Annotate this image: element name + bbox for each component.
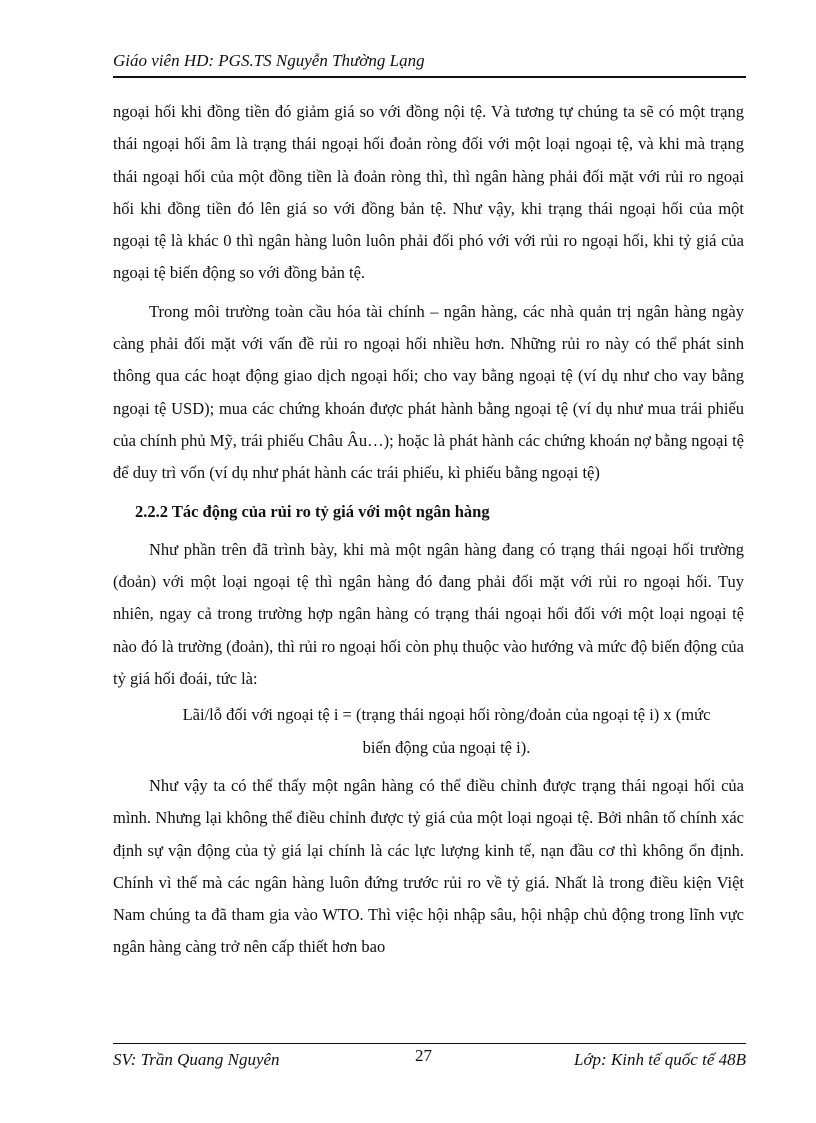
paragraph-3: Như phần trên đã trình bày, khi mà một ngân hàng đang có trạng thái ngoại hối trường (đoản) với một loại ngoại tệ thì ngân hàng đó đang phải đối mặt với rủi ro ngoại hối. Tuy nhiên, ngay cả trong trường hợp ngân hàng có trạng thái ngoại hối đối với một loại ngoại tệ nào đó là trường (đoản), thì rủi ro ngoại hối còn phụ thuộc vào hướng và mức độ biến động của tỷ giá hối đoái, tức là: (113, 539, 744, 689)
formula-line-2: biến động của ngoại tệ i). (362, 737, 531, 757)
header-advisor-text: Giáo viên HD: PGS.TS Nguyễn Thường Lạng (113, 51, 425, 70)
paragraph-4: Như vậy ta có thể thấy một ngân hàng có thể điều chỉnh được trạng thái ngoại hối của mình. Nhưng lại không thể điều chỉnh được tỷ giá của một loại ngoại tệ. Bởi nhân tố chính xác định sự vận động của tỷ giá lại chính là các lực lượng kinh tế, nạn đầu cơ thì không ổn định. Chính vì thế mà các ngân hàng luôn đứng trước rủi ro về tỷ giá. Nhất là trong điều kiện Việt Nam chúng ta đã tham gia vào WTO. Thì việc hội nhập sâu, hội nhập chủ động trong lĩnh vực ngân hàng càng trở nên cấp thiết hơn bao (113, 775, 744, 957)
page-header (113, 50, 746, 78)
paragraph-2: Trong môi trường toàn cầu hóa tài chính – ngân hàng, các nhà quản trị ngân hàng ngày càng phải đối mặt với vấn đề rủi ro ngoại hối nhiều hơn. Những rủi ro này có thể phát sinh thông qua các hoạt động giao dịch ngoại hối; cho vay bằng ngoại tệ (ví dụ như cho vay bằng ngoại tệ USD); mua các chứng khoán được phát hành bằng ngoại tệ (ví dụ như mua trái phiếu của chính phủ Mỹ, trái phiếu Châu Âu…); hoặc là phát hành các chứng khoán nợ bằng ngoại tệ để duy trì vốn (ví dụ như phát hành các trái phiếu, kì phiếu bằng ngoại tệ) (113, 301, 744, 483)
formula (113, 699, 744, 764)
page-footer (113, 1043, 746, 1074)
formula-line-1: Lãi/lỗ đối với ngoại tệ i = (trạng thái ngoại hối ròng/đoản của ngoại tệ i) x (mức (182, 705, 711, 725)
footer-class: Lớp: Kinh tế quốc tế 48B (574, 1050, 746, 1069)
paragraph-1: ngoại hối khi đồng tiền đó giảm giá so với đồng nội tệ. Và tương tự chúng ta sẽ có một trạng thái ngoại hối âm là trạng thái ngoại hối đoản ròng đối với một loại ngoại tệ, và khi mà trạng thái ngoại hối của một đồng tiền là đoản ròng thì, thì ngân hàng phải đối mặt với rủi ro ngoại hối khi đồng tiền đó lên giá so với đồng bản tệ. Như vậy, khi trạng thái ngoại hối của một ngoại tệ là khác 0 thì ngân hàng luôn luôn phải đối phó với với rủi ro ngoại hối, khi tỷ giá của ngoại tệ biến động so với đồng bản tệ. (113, 102, 744, 283)
page-number: 27 (415, 1046, 432, 1065)
footer-student: SV: Trần Quang Nguyên (113, 1050, 280, 1069)
page-body (113, 96, 744, 964)
section-heading: 2.2.2 Tác động của rủi ro tỷ giá với một ngân hàng (135, 501, 490, 521)
